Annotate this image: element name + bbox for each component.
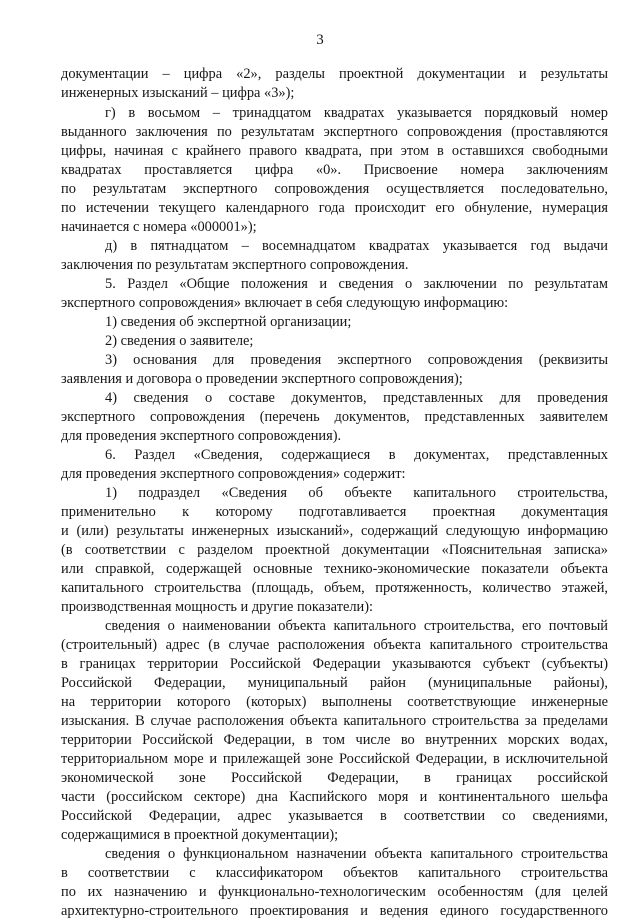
text-line: 6. Раздел «Сведения, содержащиеся в документах, представленных	[105, 447, 608, 463]
text-line: территории Российской Федерации, в том числе во внутренних морских водах,	[61, 732, 608, 748]
text-line: (строительный) адрес (в случае расположения объекта капитального строительства	[61, 637, 608, 653]
text-line: и (или) результаты инженерных изысканий», содержащий следующую информацию	[61, 523, 608, 539]
text-line: заключения по результатам экспертного сопровождения.	[61, 257, 409, 273]
text-line: для проведения экспертного сопровождения).	[61, 428, 342, 444]
text-line: или справкой, содержащей основные технико-экономические показатели объекта	[61, 561, 608, 577]
text-line: производственная мощность и другие показатели):	[61, 599, 374, 615]
text-line: архитектурно-строительного проектирования и ведения единого государственного	[61, 903, 608, 919]
text-line: для проведения экспертного сопровождения» содержит:	[61, 466, 406, 482]
text-line: экспертного сопровождения» включает в себя следующую информацию:	[61, 295, 509, 311]
text-line: Российской Федерации, муниципальный район (муниципальные районы),	[61, 675, 608, 691]
text-line: территориальном море и прилежащей зоне Российской Федерации, в исключительной	[61, 751, 608, 767]
text-line: сведения о наименовании объекта капитального строительства, его почтовый	[105, 618, 608, 634]
text-line: сведения о функциональном назначении объекта капитального строительства	[105, 846, 608, 862]
text-line: по истечении текущего календарного года происходит его обнуление, нумерация	[61, 200, 608, 216]
page-number: 3	[316, 32, 324, 48]
text-line: начинается с номера «000001»);	[61, 219, 257, 235]
text-line: применительно к которому подготавливается проектная документация	[61, 504, 608, 520]
text-line: на территории которого (которых) выполнены соответствующие инженерные	[61, 694, 608, 710]
text-line: инженерных изысканий – цифра «3»);	[61, 85, 295, 101]
text-line: д) в пятнадцатом – восемнадцатом квадратах указывается год выдачи	[105, 238, 608, 254]
text-line: 4) сведения о составе документов, представленных для проведения	[105, 390, 608, 406]
text-line: 1) подраздел «Сведения об объекте капитального строительства,	[105, 485, 608, 501]
text-line: 1) сведения об экспертной организации;	[105, 314, 352, 330]
text-line: экономической зоне Российской Федерации, в границах российской	[61, 770, 608, 786]
text-line: экспертного сопровождения (перечень документов, представленных заявителем	[61, 409, 608, 425]
text-line: изыскания. В случае расположения объекта капитального строительства за пределами	[61, 713, 608, 729]
text-line: в границах территории Российской Федерации указываются субъект (субъекты)	[61, 656, 608, 672]
text-line: Российской Федерации, адрес указывается в соответствии со сведениями,	[61, 808, 608, 824]
text-line: заявления и договора о проведении экспертного сопровождения);	[61, 371, 463, 387]
text-line: (в соответствии с разделом проектной документации «Пояснительная записка»	[61, 542, 608, 558]
text-line: г) в восьмом – тринадцатом квадратах указывается порядковый номер	[105, 105, 608, 121]
text-line: содержащимися в проектной документации);	[61, 827, 339, 843]
text-line: 3) основания для проведения экспертного сопровождения (реквизиты	[105, 352, 608, 368]
text-line: по их назначению и функционально-технологическим особенностям (для целей	[61, 884, 608, 900]
text-line: по результатам экспертного сопровождения осуществляется последовательно,	[61, 181, 608, 197]
text-line: цифры, начиная с крайнего правого квадрата, при этом в оставшихся свободными	[61, 143, 608, 159]
text-line: квадратах проставляется цифра «0». Присвоение номера заключениям	[61, 162, 608, 178]
text-line: документации – цифра «2», разделы проектной документации и результаты	[61, 66, 608, 82]
text-line: выданного заключения по результатам экспертного сопровождения (проставляются	[61, 124, 608, 140]
text-line: 5. Раздел «Общие положения и сведения о заключении по результатам	[105, 276, 608, 292]
text-line: капитального строительства (площадь, объем, протяженность, количество этажей,	[61, 580, 608, 596]
text-line: части (российском секторе) дна Каспийского моря и континентального шельфа	[61, 789, 608, 805]
text-line: 2) сведения о заявителе;	[105, 333, 254, 349]
text-line: в соответствии с классификатором объектов капитального строительства	[61, 865, 608, 881]
